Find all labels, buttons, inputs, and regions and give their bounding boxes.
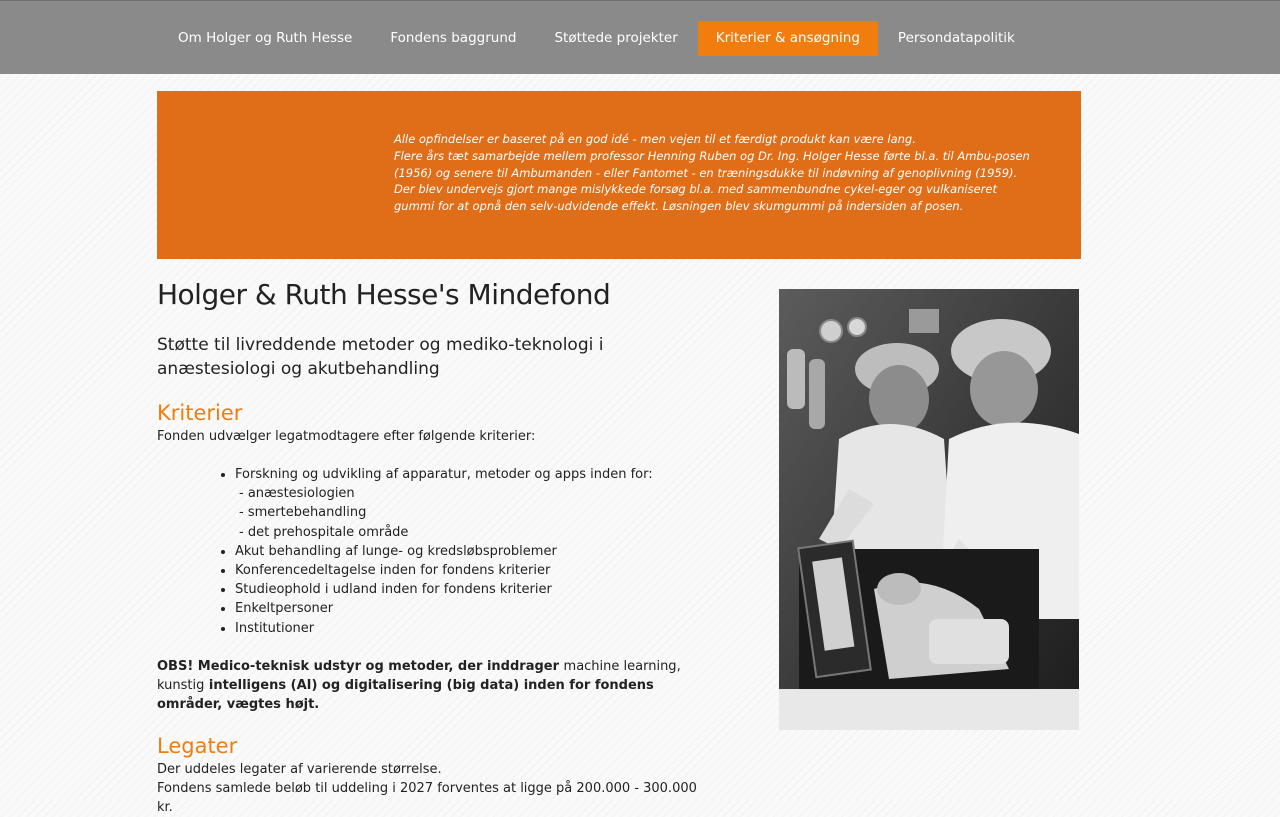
banner-line-1: Alle opfindelser er baseret på en god idé - men vejen til et færdigt produkt kan være lang. [394,132,916,146]
banner-line-2: Flere års tæt samarbejde mellem professor Henning Ruben og Dr. Ing. Holger Hesse førte bl.a. til Ambu-posen (1956) og senere til Ambumanden - eller Fantomet - en træningsdukke til indøvning af genoplivning (1959). Der blev undervejs gjort mange mislykkede forsøg bl.a. med sammenbundne cykel-eger og vulkaniseret gummi for at opnå den selv-udvidende effekt. Løsningen blev skumgummi på indersiden af posen. [394,148,1030,214]
nav-item-om-holger-og-ruth-hesse[interactable]: Om Holger og Ruth Hesse [178,30,353,46]
resuscitation-training-photo-illustration [779,289,1079,730]
main-content [157,278,697,817]
banner-quote [394,131,1034,215]
hero-banner [157,91,1081,259]
grants-line-2: Fondens samlede beløb til uddeling i 2027 forventes at ligge på 200.000 - 300.000 kr. [157,780,697,815]
criteria-heading: Kriterier [157,401,243,425]
criteria-list [157,465,697,638]
obs-note-start: OBS! Medico-teknisk udstyr og metoder, der inddrager [157,658,564,674]
nav-item-persondatapolitik[interactable]: Persondatapolitik [897,30,1015,46]
criteria-subitem: - smertebehandling [239,505,367,521]
list-item [235,465,697,542]
nav-item-fondens-baggrund[interactable]: Fondens baggrund [390,30,517,46]
list-item: • Konferencedeltagelse inden for fondens kriterier [235,561,697,580]
criteria-item-research: Forskning og udvikling af apparatur, metoder og apps inden for: [235,467,653,482]
nav-item-kriterier-ansogning[interactable]: Kriterier & ansøgning [698,21,878,56]
page-title: Holger & Ruth Hesse's Mindefond [157,278,611,311]
grants-heading: Legater [157,733,238,758]
nav-item-stottede-projekter[interactable]: Støttede projekter [554,30,678,46]
historic-photo [779,289,1079,730]
page-subtitle: Støtte til livreddende metoder og mediko-teknologi i anæstesiologi og akutbehandling [157,335,604,379]
grants-line-1: Der uddeles legater af varierende størrelse. [157,761,442,777]
criteria-intro: Fonden udvælger legatmodtagere efter følgende kriterier: [157,429,536,444]
main-menu [160,21,1035,56]
list-item: • Studieophold i udland inden for fondens kriterier [235,580,697,599]
obs-note-end: intelligens (AI) og digitalisering (big data) inden for fondens områder, vægtes højt. [157,677,654,712]
criteria-subitem: - det prehospitale område [239,524,409,540]
list-item: • Akut behandling af lunge- og kredsløbsproblemer [235,542,697,561]
criteria-subitem: - anæstesiologien [239,486,355,502]
top-navigation-bar [0,0,1280,74]
obs-note-mid: machine learning, kunstig [157,658,681,693]
list-item: • Institutioner [235,619,697,638]
obs-note [157,657,697,714]
list-item: • Enkeltpersoner [235,599,697,618]
